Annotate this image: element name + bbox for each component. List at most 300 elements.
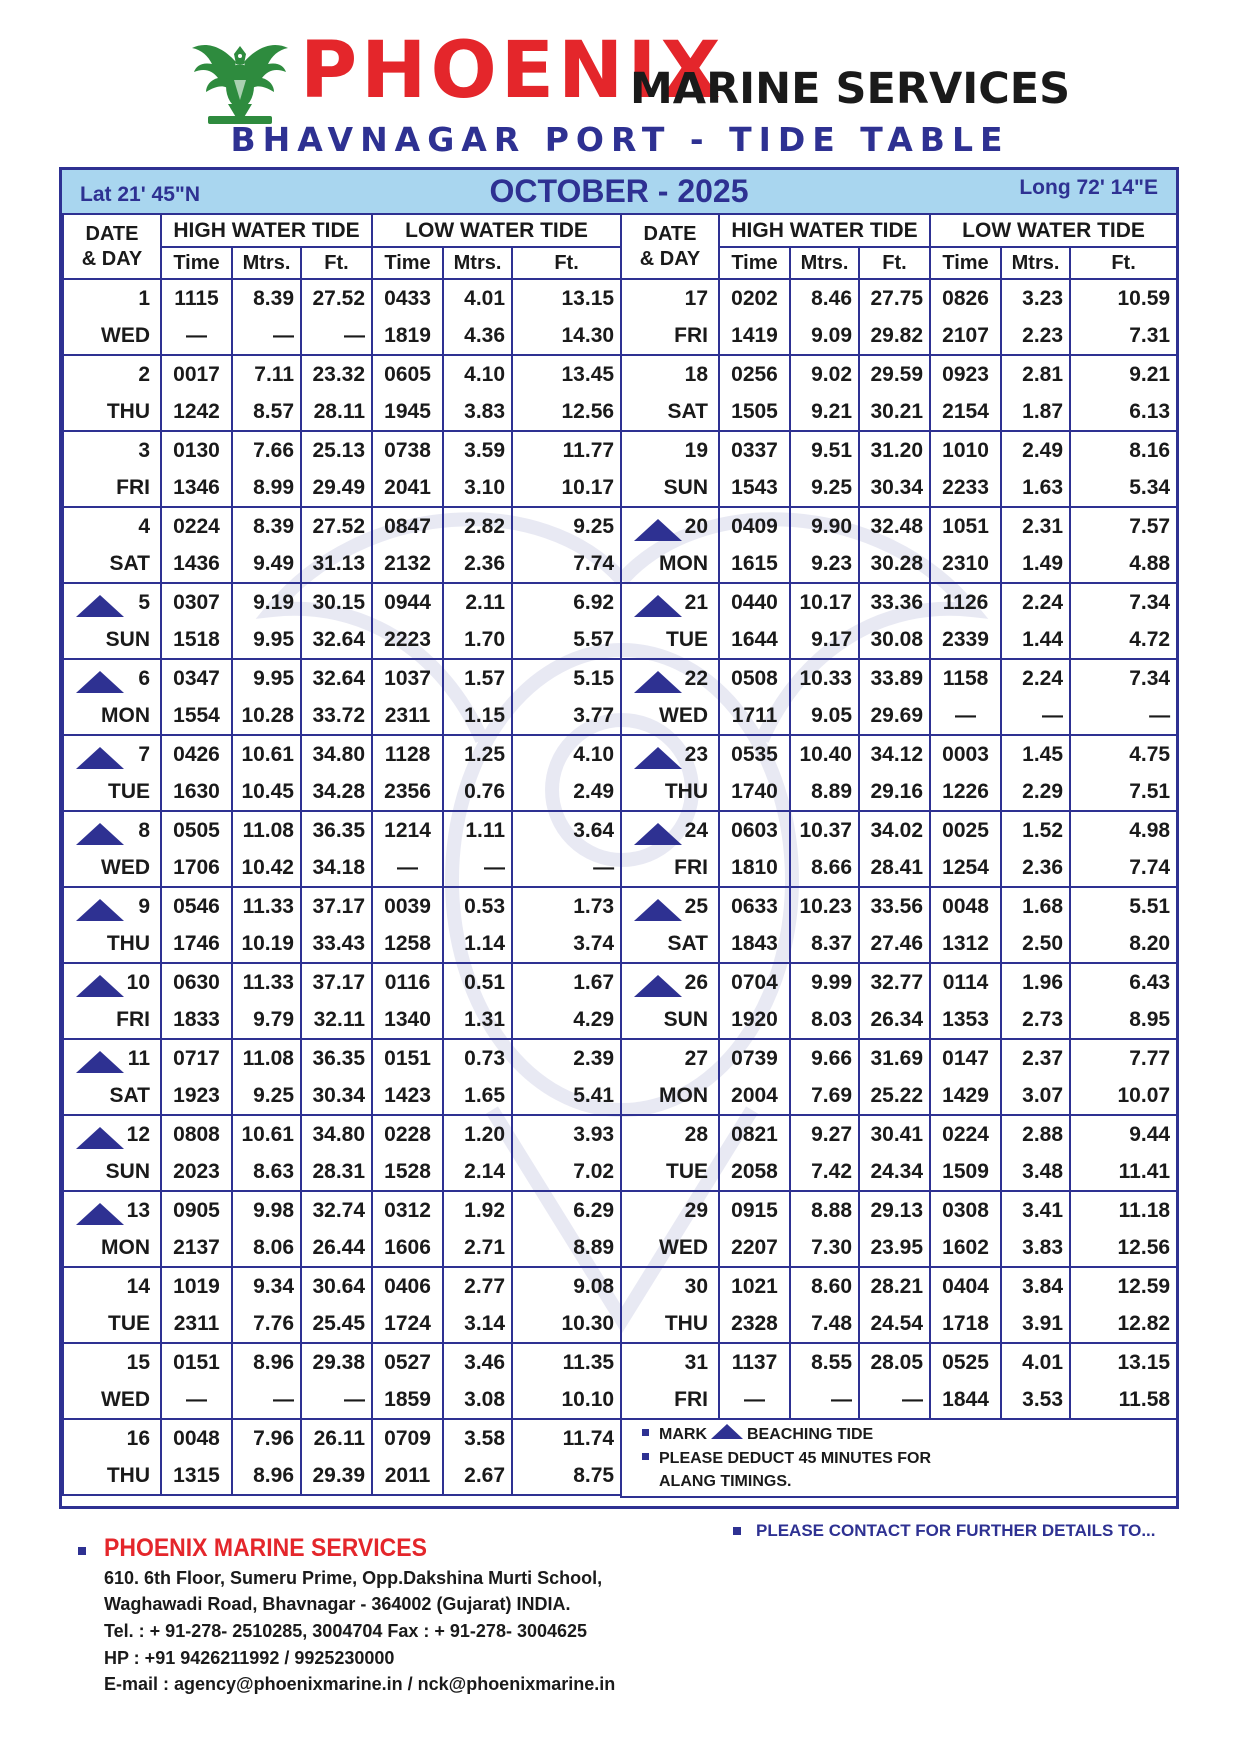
day-cell: [621, 393, 719, 431]
high-time-cell: 1644: [719, 621, 790, 659]
ft-header: Ft.: [512, 247, 621, 279]
high-time-cell: 1615: [719, 545, 790, 583]
low-time-cell: 2011: [372, 1457, 443, 1495]
date-number: 9: [138, 894, 150, 918]
date-cell: [63, 659, 161, 697]
low-mtrs-cell: 2.88: [1001, 1115, 1070, 1153]
date-number: 14: [126, 1274, 150, 1298]
low-time-cell: 0923: [930, 355, 1001, 393]
low-mtrs-cell: 3.08: [443, 1381, 512, 1419]
date-cell: [621, 887, 719, 925]
legend-deduct-line1: PLEASE DEDUCT 45 MINUTES FOR: [659, 1450, 932, 1467]
date-cell: [621, 583, 719, 621]
low-ft-cell: 2.39: [512, 1039, 621, 1077]
high-mtrs-cell: 7.11: [232, 355, 301, 393]
high-mtrs-cell: 8.03: [790, 1001, 859, 1039]
low-mtrs-cell: 1.65: [443, 1077, 512, 1115]
table-row: [63, 469, 621, 507]
low-ft-cell: 4.72: [1070, 621, 1177, 659]
table-row: [621, 1077, 1177, 1115]
high-mtrs-cell: 9.27: [790, 1115, 859, 1153]
day-name: SAT: [109, 551, 150, 575]
low-ft-cell: 5.41: [512, 1077, 621, 1115]
table-row: [63, 279, 621, 317]
footer-email: E-mail : agency@phoenixmarine.in / nck@phoenixmarine.in: [104, 1674, 616, 1694]
date-cell: [63, 355, 161, 393]
low-mtrs-cell: 1.14: [443, 925, 512, 963]
low-mtrs-cell: 3.83: [443, 393, 512, 431]
legend-deduct-line2: ALANG TIMINGS.: [659, 1473, 792, 1490]
date-cell: [63, 735, 161, 773]
high-time-cell: 1810: [719, 849, 790, 887]
low-time-cell: —: [372, 849, 443, 887]
low-ft-cell: 3.74: [512, 925, 621, 963]
low-time-cell: 1819: [372, 317, 443, 355]
high-time-cell: 1554: [161, 697, 232, 735]
high-time-cell: 1706: [161, 849, 232, 887]
high-ft-cell: 30.08: [859, 621, 930, 659]
table-row: [63, 659, 621, 697]
low-ft-cell: 7.74: [1070, 849, 1177, 887]
bullet-icon: [78, 1547, 86, 1555]
high-time-cell: 1137: [719, 1343, 790, 1381]
low-mtrs-cell: 0.76: [443, 773, 512, 811]
high-mtrs-cell: 9.99: [790, 963, 859, 1001]
low-time-cell: 0944: [372, 583, 443, 621]
date-cell: [63, 583, 161, 621]
low-mtrs-cell: 3.14: [443, 1305, 512, 1343]
low-time-cell: 2339: [930, 621, 1001, 659]
low-time-cell: 2041: [372, 469, 443, 507]
high-mtrs-cell: 8.46: [790, 279, 859, 317]
tide-table-left: [62, 213, 622, 1496]
day-cell: [621, 621, 719, 659]
high-time-cell: 1021: [719, 1267, 790, 1305]
low-ft-cell: 10.59: [1070, 279, 1177, 317]
date-cell: [63, 1343, 161, 1381]
high-ft-cell: 32.74: [301, 1191, 372, 1229]
date-day-header: DATE & DAY: [63, 214, 161, 279]
high-mtrs-cell: 9.21: [790, 393, 859, 431]
day-name: WED: [101, 855, 150, 879]
high-ft-cell: 34.80: [301, 1115, 372, 1153]
low-time-cell: 0433: [372, 279, 443, 317]
high-mtrs-cell: 9.19: [232, 583, 301, 621]
low-ft-cell: 10.17: [512, 469, 621, 507]
low-mtrs-cell: 2.81: [1001, 355, 1070, 393]
date-cell: [621, 355, 719, 393]
day-cell: [63, 621, 161, 659]
contact-note: PLEASE CONTACT FOR FURTHER DETAILS TO...: [756, 1521, 1156, 1540]
high-mtrs-cell: —: [232, 317, 301, 355]
high-ft-cell: 27.52: [301, 507, 372, 545]
low-ft-cell: 3.64: [512, 811, 621, 849]
high-mtrs-cell: 8.96: [232, 1343, 301, 1381]
low-time-cell: 2356: [372, 773, 443, 811]
high-ft-cell: 31.20: [859, 431, 930, 469]
day-cell: [621, 925, 719, 963]
beaching-triangle-icon: [76, 1127, 124, 1149]
high-time-cell: 0546: [161, 887, 232, 925]
table-row: [63, 1229, 621, 1267]
day-name: SUN: [105, 627, 150, 651]
day-cell: [621, 1305, 719, 1343]
day-name: WED: [101, 323, 150, 347]
day-name: SUN: [663, 1007, 708, 1031]
low-time-cell: 1340: [372, 1001, 443, 1039]
high-ft-cell: 28.41: [859, 849, 930, 887]
low-time-cell: 0404: [930, 1267, 1001, 1305]
low-time-cell: 0228: [372, 1115, 443, 1153]
high-time-cell: 2328: [719, 1305, 790, 1343]
high-mtrs-cell: 7.42: [790, 1153, 859, 1191]
low-ft-cell: 8.20: [1070, 925, 1177, 963]
low-ft-cell: 1.67: [512, 963, 621, 1001]
date-cell: [621, 1267, 719, 1305]
day-name: MON: [101, 703, 150, 727]
date-number: 30: [684, 1274, 708, 1298]
footer-tel: Tel. : + 91-278- 2510285, 3004704 Fax : + 91-278- 3004625: [104, 1621, 588, 1641]
date-number: 4: [138, 514, 150, 538]
table-row: [63, 1077, 621, 1115]
high-mtrs-cell: 11.08: [232, 811, 301, 849]
date-cell: [621, 963, 719, 1001]
day-name: THU: [664, 779, 708, 803]
low-mtrs-cell: 3.48: [1001, 1153, 1070, 1191]
low-time-cell: 1126: [930, 583, 1001, 621]
day-name: TUE: [666, 627, 708, 651]
high-ft-cell: 26.11: [301, 1419, 372, 1457]
high-mtrs-cell: 9.34: [232, 1267, 301, 1305]
footer-company: PHOENIX MARINE SERVICES: [104, 1534, 427, 1562]
table-row: [621, 469, 1177, 507]
high-time-cell: —: [719, 1381, 790, 1419]
day-cell: [621, 317, 719, 355]
date-number: 31: [684, 1350, 708, 1374]
low-time-cell: 1423: [372, 1077, 443, 1115]
day-cell: [621, 773, 719, 811]
low-time-cell: 0003: [930, 735, 1001, 773]
table-row: [63, 1419, 621, 1457]
day-name: THU: [106, 1463, 150, 1487]
high-mtrs-cell: 9.02: [790, 355, 859, 393]
low-time-cell: 2132: [372, 545, 443, 583]
table-row: [621, 1153, 1177, 1191]
low-mtrs-cell: 1.96: [1001, 963, 1070, 1001]
high-time-cell: 0256: [719, 355, 790, 393]
low-ft-cell: —: [512, 849, 621, 887]
legend-beaching-label: BEACHING TIDE: [747, 1426, 874, 1443]
high-ft-cell: 29.49: [301, 469, 372, 507]
time-header: Time: [719, 247, 790, 279]
low-time-cell: 1051: [930, 507, 1001, 545]
low-ft-cell: 9.21: [1070, 355, 1177, 393]
high-mtrs-cell: 9.17: [790, 621, 859, 659]
beaching-triangle-icon: [76, 1051, 124, 1073]
high-ft-cell: 25.45: [301, 1305, 372, 1343]
table-row: [621, 697, 1177, 735]
low-mtrs-cell: 2.23: [1001, 317, 1070, 355]
low-mtrs-cell: 3.53: [1001, 1381, 1070, 1419]
date-cell: [621, 1115, 719, 1153]
high-time-cell: 0704: [719, 963, 790, 1001]
high-mtrs-cell: 9.49: [232, 545, 301, 583]
date-number: 16: [126, 1426, 150, 1450]
low-time-cell: 0826: [930, 279, 1001, 317]
low-mtrs-cell: 2.73: [1001, 1001, 1070, 1039]
table-row: [621, 1001, 1177, 1039]
high-time-cell: 2311: [161, 1305, 232, 1343]
low-ft-cell: 11.58: [1070, 1381, 1177, 1419]
time-header: Time: [372, 247, 443, 279]
date-number: 6: [138, 666, 150, 690]
mtrs-header: Mtrs.: [443, 247, 512, 279]
high-mtrs-cell: 9.95: [232, 621, 301, 659]
day-cell: [621, 849, 719, 887]
date-cell: [621, 811, 719, 849]
beaching-triangle-icon: [76, 975, 124, 997]
high-ft-cell: 33.36: [859, 583, 930, 621]
high-time-cell: 1711: [719, 697, 790, 735]
date-number: 28: [684, 1122, 708, 1146]
beaching-triangle-icon: [634, 671, 682, 693]
high-time-cell: 0224: [161, 507, 232, 545]
table-row: [63, 545, 621, 583]
date-number: 11: [127, 1046, 150, 1070]
date-cell: [63, 279, 161, 317]
low-time-cell: 1214: [372, 811, 443, 849]
date-number: 1: [138, 286, 150, 310]
low-mtrs-cell: 3.91: [1001, 1305, 1070, 1343]
date-cell: [63, 1267, 161, 1305]
high-ft-cell: 34.02: [859, 811, 930, 849]
high-ft-cell: 33.89: [859, 659, 930, 697]
ft-header: Ft.: [301, 247, 372, 279]
table-row: [621, 735, 1177, 773]
low-mtrs-cell: 1.25: [443, 735, 512, 773]
low-ft-cell: 10.07: [1070, 1077, 1177, 1115]
high-mtrs-cell: 9.09: [790, 317, 859, 355]
low-mtrs-cell: 3.46: [443, 1343, 512, 1381]
day-cell: [63, 317, 161, 355]
low-mtrs-cell: 3.41: [1001, 1191, 1070, 1229]
high-ft-cell: 30.64: [301, 1267, 372, 1305]
low-ft-cell: 11.74: [512, 1419, 621, 1457]
date-number: 10: [126, 970, 150, 994]
low-time-cell: 0116: [372, 963, 443, 1001]
low-ft-cell: 11.35: [512, 1343, 621, 1381]
day-cell: [621, 469, 719, 507]
low-time-cell: 0308: [930, 1191, 1001, 1229]
high-ft-cell: 29.16: [859, 773, 930, 811]
table-row: [63, 887, 621, 925]
high-time-cell: —: [161, 317, 232, 355]
mtrs-header: Mtrs.: [232, 247, 301, 279]
high-mtrs-cell: 8.99: [232, 469, 301, 507]
table-row: [63, 431, 621, 469]
date-number: 2: [138, 362, 150, 386]
beaching-triangle-icon: [76, 899, 124, 921]
low-time-cell: 0527: [372, 1343, 443, 1381]
high-time-cell: 0717: [161, 1039, 232, 1077]
high-mtrs-cell: 8.96: [232, 1457, 301, 1495]
high-time-cell: 0603: [719, 811, 790, 849]
low-mtrs-cell: 2.24: [1001, 583, 1070, 621]
day-cell: [63, 1153, 161, 1191]
low-time-cell: 0738: [372, 431, 443, 469]
day-name: SAT: [109, 1083, 150, 1107]
table-row: [63, 1115, 621, 1153]
high-mtrs-cell: 8.63: [232, 1153, 301, 1191]
day-name: FRI: [116, 1007, 150, 1031]
low-time-cell: 2223: [372, 621, 443, 659]
high-time-cell: 1923: [161, 1077, 232, 1115]
day-name: SUN: [663, 475, 708, 499]
low-ft-cell: 12.82: [1070, 1305, 1177, 1343]
high-time-cell: 1518: [161, 621, 232, 659]
date-number: 12: [126, 1122, 150, 1146]
high-ft-cell: 30.34: [301, 1077, 372, 1115]
table-row: [621, 1039, 1177, 1077]
high-ft-cell: 29.13: [859, 1191, 930, 1229]
high-mtrs-cell: 11.33: [232, 963, 301, 1001]
table-row: [63, 1457, 621, 1495]
high-mtrs-cell: 8.55: [790, 1343, 859, 1381]
high-time-cell: 0508: [719, 659, 790, 697]
low-time-cell: 1226: [930, 773, 1001, 811]
low-ft-cell: 11.77: [512, 431, 621, 469]
date-number: 7: [138, 742, 150, 766]
day-name: FRI: [674, 855, 708, 879]
low-ft-cell: 4.88: [1070, 545, 1177, 583]
low-time-cell: 1945: [372, 393, 443, 431]
low-mtrs-cell: 2.50: [1001, 925, 1070, 963]
high-time-cell: 1242: [161, 393, 232, 431]
low-ft-cell: 5.57: [512, 621, 621, 659]
low-time-cell: 1528: [372, 1153, 443, 1191]
high-time-cell: 1833: [161, 1001, 232, 1039]
low-ft-cell: 7.31: [1070, 317, 1177, 355]
low-ft-cell: 3.93: [512, 1115, 621, 1153]
low-mtrs-cell: 1.31: [443, 1001, 512, 1039]
low-mtrs-cell: 1.87: [1001, 393, 1070, 431]
date-cell: [621, 659, 719, 697]
high-ft-cell: —: [301, 317, 372, 355]
day-name: WED: [659, 1235, 708, 1259]
low-mtrs-cell: 4.01: [1001, 1343, 1070, 1381]
table-row: [621, 279, 1177, 317]
low-ft-cell: 12.56: [512, 393, 621, 431]
high-ft-cell: 28.31: [301, 1153, 372, 1191]
high-time-cell: 2137: [161, 1229, 232, 1267]
low-time-cell: 1509: [930, 1153, 1001, 1191]
low-ft-cell: 5.34: [1070, 469, 1177, 507]
high-mtrs-cell: 10.61: [232, 735, 301, 773]
low-time-cell: 0114: [930, 963, 1001, 1001]
legend-row: [621, 1419, 1177, 1497]
day-cell: [63, 773, 161, 811]
date-number: 13: [126, 1198, 150, 1222]
low-mtrs-cell: 0.73: [443, 1039, 512, 1077]
high-mtrs-cell: 10.61: [232, 1115, 301, 1153]
high-time-cell: 0337: [719, 431, 790, 469]
high-mtrs-cell: 10.28: [232, 697, 301, 735]
table-row: [621, 849, 1177, 887]
high-mtrs-cell: 7.66: [232, 431, 301, 469]
table-row: [621, 811, 1177, 849]
table-row: [63, 811, 621, 849]
high-ft-cell: 32.64: [301, 659, 372, 697]
high-time-cell: 0048: [161, 1419, 232, 1457]
date-cell: [63, 1191, 161, 1229]
low-ft-cell: 7.34: [1070, 659, 1177, 697]
low-time-cell: 1718: [930, 1305, 1001, 1343]
low-ft-cell: 13.15: [1070, 1343, 1177, 1381]
high-mtrs-cell: 8.88: [790, 1191, 859, 1229]
high-time-cell: 2023: [161, 1153, 232, 1191]
low-ft-cell: 6.92: [512, 583, 621, 621]
low-time-cell: 0525: [930, 1343, 1001, 1381]
low-time-cell: 2154: [930, 393, 1001, 431]
low-mtrs-cell: 2.36: [443, 545, 512, 583]
high-ft-cell: 32.11: [301, 1001, 372, 1039]
low-ft-cell: —: [1070, 697, 1177, 735]
high-ft-cell: 25.13: [301, 431, 372, 469]
date-number: 19: [684, 438, 708, 462]
low-time-cell: 1606: [372, 1229, 443, 1267]
day-cell: [621, 1077, 719, 1115]
low-time-cell: 2233: [930, 469, 1001, 507]
date-cell: [621, 431, 719, 469]
table-row: [621, 393, 1177, 431]
high-ft-cell: 24.54: [859, 1305, 930, 1343]
date-number: 26: [684, 970, 708, 994]
high-mtrs-cell: —: [232, 1381, 301, 1419]
low-ft-cell: 4.29: [512, 1001, 621, 1039]
low-time-cell: 1254: [930, 849, 1001, 887]
low-time-cell: 1859: [372, 1381, 443, 1419]
high-mtrs-cell: 9.79: [232, 1001, 301, 1039]
high-mtrs-cell: 9.66: [790, 1039, 859, 1077]
high-water-header: HIGH WATER TIDE: [719, 214, 930, 247]
low-mtrs-cell: 1.11: [443, 811, 512, 849]
high-time-cell: 1115: [161, 279, 232, 317]
day-name: WED: [659, 703, 708, 727]
day-name: SUN: [105, 1159, 150, 1183]
ft-header: Ft.: [1070, 247, 1177, 279]
table-row: [63, 1001, 621, 1039]
date-day-header: DATE & DAY: [621, 214, 719, 279]
high-ft-cell: 29.82: [859, 317, 930, 355]
day-name: SAT: [667, 399, 708, 423]
table-row: [621, 355, 1177, 393]
low-time-cell: 2311: [372, 697, 443, 735]
low-ft-cell: 13.45: [512, 355, 621, 393]
beaching-triangle-icon: [634, 823, 682, 845]
high-mtrs-cell: 8.66: [790, 849, 859, 887]
low-ft-cell: 10.30: [512, 1305, 621, 1343]
date-number: 27: [684, 1046, 708, 1070]
high-mtrs-cell: 9.25: [232, 1077, 301, 1115]
day-cell: [63, 697, 161, 735]
low-ft-cell: 8.16: [1070, 431, 1177, 469]
table-row: [63, 735, 621, 773]
beaching-triangle-icon: [634, 519, 682, 541]
day-name: TUE: [666, 1159, 708, 1183]
low-mtrs-cell: 1.92: [443, 1191, 512, 1229]
table-row: [63, 317, 621, 355]
day-cell: [63, 469, 161, 507]
